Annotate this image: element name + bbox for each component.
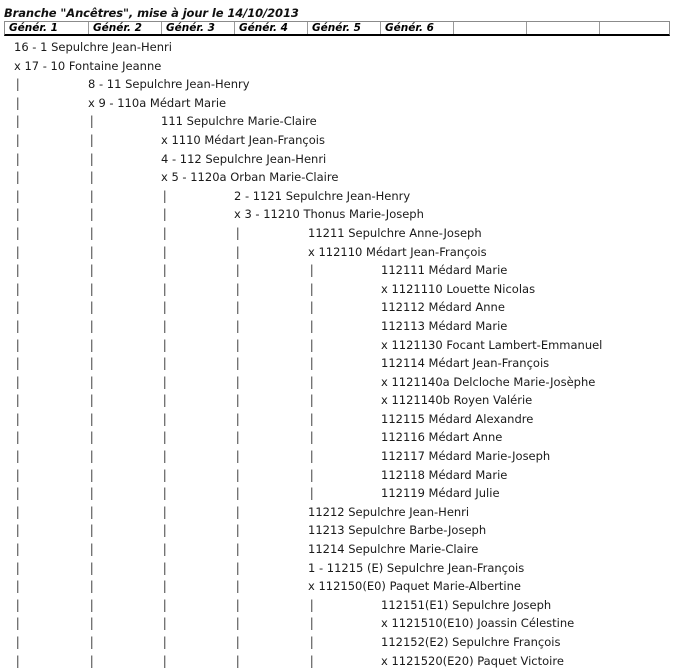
tree-guide-pipe-icon: | (234, 262, 242, 278)
tree-guide-pipe-icon: | (88, 485, 96, 501)
tree-guide-pipe-icon: | (161, 262, 169, 278)
tree-row-label: 111 Sepulchre Marie-Claire (161, 114, 317, 129)
tree-guide-pipe-icon: | (234, 373, 242, 389)
tree-guide-pipe-icon: | (234, 299, 242, 315)
generation-column-header: Génér. 4 (235, 22, 308, 34)
tree-guide-pipe-icon: | (88, 578, 96, 594)
tree-guide-pipe-icon: | (14, 262, 22, 278)
tree-guide-pipe-icon: | (14, 187, 22, 203)
tree-guide-pipe-icon: | (161, 317, 169, 333)
tree-row-label: x 17 - 10 Fontaine Jeanne (14, 58, 162, 73)
genealogy-tree (0, 38, 686, 670)
tree-row (0, 559, 686, 578)
tree-row-label: 112115 Médard Alexandre (381, 411, 534, 426)
tree-guide-pipe-icon: | (161, 466, 169, 482)
tree-guide-pipe-icon: | (308, 317, 316, 333)
tree-guide-pipe-icon: | (234, 596, 242, 612)
generation-column-header-empty (527, 22, 600, 34)
tree-guide-pipe-icon: | (88, 317, 96, 333)
tree-guide-pipe-icon: | (88, 243, 96, 259)
tree-row (0, 447, 686, 466)
tree-row (0, 317, 686, 336)
tree-row (0, 354, 686, 373)
tree-guide-pipe-icon: | (161, 392, 169, 408)
tree-guide-pipe-icon: | (14, 206, 22, 222)
tree-guide-pipe-icon: | (234, 280, 242, 296)
tree-guide-pipe-icon: | (161, 206, 169, 222)
tree-guide-pipe-icon: | (88, 503, 96, 519)
tree-row-label: 112151(E1) Sepulchre Joseph (381, 597, 552, 612)
tree-guide-pipe-icon: | (234, 429, 242, 445)
tree-row (0, 261, 686, 280)
tree-guide-pipe-icon: | (14, 280, 22, 296)
tree-guide-pipe-icon: | (234, 559, 242, 575)
tree-row (0, 652, 686, 670)
tree-guide-pipe-icon: | (234, 355, 242, 371)
tree-guide-pipe-icon: | (14, 541, 22, 557)
tree-guide-pipe-icon: | (14, 373, 22, 389)
tree-row (0, 521, 686, 540)
tree-guide-pipe-icon: | (14, 429, 22, 445)
tree-guide-pipe-icon: | (308, 299, 316, 315)
tree-row (0, 38, 686, 57)
tree-guide-pipe-icon: | (308, 485, 316, 501)
tree-guide-pipe-icon: | (161, 336, 169, 352)
tree-guide-pipe-icon: | (308, 336, 316, 352)
tree-guide-pipe-icon: | (308, 634, 316, 649)
generation-column-header-empty (600, 22, 669, 34)
tree-guide-pipe-icon: | (234, 522, 242, 538)
tree-row (0, 150, 686, 169)
tree-row-label: 112111 Médard Marie (381, 263, 508, 278)
tree-row (0, 391, 686, 410)
tree-guide-pipe-icon: | (88, 522, 96, 538)
tree-guide-pipe-icon: | (14, 652, 22, 668)
tree-row (0, 596, 686, 615)
tree-row-label: 2 - 1121 Sepulchre Jean-Henry (234, 188, 411, 203)
tree-guide-pipe-icon: | (308, 429, 316, 445)
tree-row-label: x 1121130 Focant Lambert-Emmanuel (381, 337, 603, 352)
tree-guide-pipe-icon: | (161, 299, 169, 315)
tree-guide-pipe-icon: | (161, 373, 169, 389)
tree-guide-pipe-icon: | (308, 373, 316, 389)
tree-guide-pipe-icon: | (308, 596, 316, 612)
tree-guide-pipe-icon: | (308, 448, 316, 464)
tree-row (0, 168, 686, 187)
tree-row-label: x 1121510(E10) Joassin Célestine (381, 616, 575, 631)
tree-row-label: x 1121520(E20) Paquet Victoire (381, 653, 564, 668)
tree-guide-pipe-icon: | (161, 522, 169, 538)
tree-guide-pipe-icon: | (88, 559, 96, 575)
tree-guide-pipe-icon: | (161, 280, 169, 296)
generation-column-header: Génér. 2 (89, 22, 162, 34)
tree-guide-pipe-icon: | (88, 299, 96, 315)
tree-row (0, 94, 686, 113)
tree-guide-pipe-icon: | (88, 280, 96, 296)
tree-guide-pipe-icon: | (234, 410, 242, 426)
tree-guide-pipe-icon: | (88, 262, 96, 278)
tree-row (0, 243, 686, 262)
tree-guide-pipe-icon: | (234, 578, 242, 594)
tree-guide-pipe-icon: | (234, 485, 242, 501)
tree-guide-pipe-icon: | (88, 410, 96, 426)
tree-guide-pipe-icon: | (234, 541, 242, 557)
tree-guide-pipe-icon: | (14, 299, 22, 315)
tree-row-label: 112117 Médard Marie-Joseph (381, 449, 551, 464)
generation-column-header: Génér. 1 (5, 22, 89, 34)
tree-guide-pipe-icon: | (308, 280, 316, 296)
tree-guide-pipe-icon: | (88, 150, 96, 166)
tree-guide-pipe-icon: | (234, 317, 242, 333)
tree-guide-pipe-icon: | (161, 652, 169, 668)
tree-guide-pipe-icon: | (88, 373, 96, 389)
tree-guide-pipe-icon: | (14, 578, 22, 594)
tree-guide-pipe-icon: | (234, 448, 242, 464)
tree-guide-pipe-icon: | (88, 355, 96, 371)
tree-row (0, 466, 686, 485)
tree-guide-pipe-icon: | (88, 206, 96, 222)
generation-column-header: Génér. 3 (162, 22, 235, 34)
tree-row (0, 112, 686, 131)
tree-guide-pipe-icon: | (88, 615, 96, 631)
tree-row (0, 577, 686, 596)
tree-guide-pipe-icon: | (14, 355, 22, 371)
tree-row-label: 8 - 11 Sepulchre Jean-Henry (88, 77, 250, 92)
tree-guide-pipe-icon: | (234, 224, 242, 240)
tree-guide-pipe-icon: | (14, 634, 22, 649)
tree-guide-pipe-icon: | (234, 652, 242, 668)
tree-row (0, 75, 686, 94)
tree-guide-pipe-icon: | (88, 131, 96, 147)
tree-row-label: 112112 Médard Anne (381, 300, 505, 315)
tree-row-label: x 1121140a Delcloche Marie-Josèphe (381, 374, 596, 389)
tree-guide-pipe-icon: | (161, 503, 169, 519)
page-title: Branche "Ancêtres", mise à jour le 14/10/2013 (4, 6, 299, 20)
tree-row (0, 484, 686, 503)
tree-row-label: 11212 Sepulchre Jean-Henri (308, 504, 470, 519)
tree-guide-pipe-icon: | (14, 76, 22, 92)
tree-guide-pipe-icon: | (88, 113, 96, 129)
tree-guide-pipe-icon: | (14, 243, 22, 259)
tree-row (0, 224, 686, 243)
tree-guide-pipe-icon: | (161, 224, 169, 240)
tree-row (0, 57, 686, 76)
tree-guide-pipe-icon: | (88, 169, 96, 185)
tree-guide-pipe-icon: | (161, 578, 169, 594)
tree-guide-pipe-icon: | (88, 466, 96, 482)
tree-guide-pipe-icon: | (234, 615, 242, 631)
tree-guide-pipe-icon: | (308, 262, 316, 278)
tree-guide-pipe-icon: | (161, 410, 169, 426)
tree-guide-pipe-icon: | (14, 596, 22, 612)
generation-header-row (4, 21, 670, 36)
tree-row-label: 112152(E2) Sepulchre François (381, 635, 561, 649)
tree-guide-pipe-icon: | (14, 615, 22, 631)
tree-guide-pipe-icon: | (308, 410, 316, 426)
tree-row-label: 112118 Médard Marie (381, 467, 508, 482)
tree-guide-pipe-icon: | (308, 392, 316, 408)
tree-guide-pipe-icon: | (234, 336, 242, 352)
tree-row (0, 540, 686, 559)
tree-guide-pipe-icon: | (234, 503, 242, 519)
tree-row-label: x 3 - 11210 Thonus Marie-Joseph (234, 207, 424, 222)
tree-guide-pipe-icon: | (14, 169, 22, 185)
tree-row (0, 428, 686, 447)
tree-row (0, 614, 686, 633)
tree-guide-pipe-icon: | (161, 429, 169, 445)
tree-guide-pipe-icon: | (88, 541, 96, 557)
tree-guide-pipe-icon: | (308, 466, 316, 482)
tree-row-label: 11211 Sepulchre Anne-Joseph (308, 225, 482, 240)
tree-row-label: 112116 Médart Anne (381, 430, 503, 445)
tree-guide-pipe-icon: | (14, 559, 22, 575)
generation-column-header-empty (454, 22, 527, 34)
tree-guide-pipe-icon: | (88, 392, 96, 408)
tree-guide-pipe-icon: | (308, 615, 316, 631)
tree-row (0, 280, 686, 299)
tree-row-label: 112113 Médard Marie (381, 318, 508, 333)
tree-guide-pipe-icon: | (14, 150, 22, 166)
tree-guide-pipe-icon: | (14, 485, 22, 501)
tree-guide-pipe-icon: | (14, 466, 22, 482)
tree-guide-pipe-icon: | (88, 224, 96, 240)
tree-row (0, 298, 686, 317)
tree-guide-pipe-icon: | (14, 113, 22, 129)
tree-guide-pipe-icon: | (161, 243, 169, 259)
tree-guide-pipe-icon: | (14, 336, 22, 352)
tree-guide-pipe-icon: | (161, 485, 169, 501)
tree-row (0, 503, 686, 522)
tree-guide-pipe-icon: | (308, 652, 316, 668)
tree-guide-pipe-icon: | (88, 652, 96, 668)
tree-guide-pipe-icon: | (161, 187, 169, 203)
tree-guide-pipe-icon: | (161, 559, 169, 575)
tree-guide-pipe-icon: | (14, 503, 22, 519)
tree-guide-pipe-icon: | (14, 317, 22, 333)
tree-row-label: x 1121140b Royen Valérie (381, 393, 533, 408)
tree-row (0, 205, 686, 224)
tree-row-label: x 1110 Médart Jean-François (161, 132, 325, 147)
tree-row-label: x 5 - 1120a Orban Marie-Claire (161, 170, 339, 185)
tree-row-label: x 9 - 110a Médart Marie (88, 95, 227, 110)
tree-guide-pipe-icon: | (234, 243, 242, 259)
tree-guide-pipe-icon: | (88, 596, 96, 612)
tree-row-label: 112119 Médard Julie (381, 486, 500, 501)
tree-guide-pipe-icon: | (14, 94, 22, 110)
tree-guide-pipe-icon: | (161, 541, 169, 557)
tree-guide-pipe-icon: | (161, 355, 169, 371)
tree-row-label: 112114 Médart Jean-François (381, 356, 550, 371)
tree-guide-pipe-icon: | (88, 634, 96, 649)
tree-row (0, 633, 686, 652)
tree-guide-pipe-icon: | (308, 355, 316, 371)
tree-row-label: x 112150(E0) Paquet Marie-Albertine (308, 579, 521, 594)
tree-guide-pipe-icon: | (14, 131, 22, 147)
tree-row-label: 11214 Sepulchre Marie-Claire (308, 542, 479, 557)
tree-row (0, 373, 686, 392)
tree-row-label: 1 - 11215 (E) Sepulchre Jean-François (308, 560, 525, 575)
tree-row-label: x 112110 Médart Jean-François (308, 244, 487, 259)
tree-guide-pipe-icon: | (161, 448, 169, 464)
tree-guide-pipe-icon: | (14, 410, 22, 426)
generation-column-header: Génér. 5 (308, 22, 381, 34)
tree-row (0, 131, 686, 150)
tree-guide-pipe-icon: | (88, 448, 96, 464)
tree-guide-pipe-icon: | (14, 522, 22, 538)
generation-column-header: Génér. 6 (381, 22, 454, 34)
tree-row-label: 16 - 1 Sepulchre Jean-Henri (14, 40, 172, 54)
tree-guide-pipe-icon: | (234, 392, 242, 408)
tree-guide-pipe-icon: | (88, 429, 96, 445)
tree-guide-pipe-icon: | (14, 224, 22, 240)
tree-guide-pipe-icon: | (88, 336, 96, 352)
tree-guide-pipe-icon: | (234, 634, 242, 649)
tree-row-label: 4 - 112 Sepulchre Jean-Henri (161, 151, 327, 166)
tree-guide-pipe-icon: | (14, 448, 22, 464)
tree-row (0, 187, 686, 206)
tree-guide-pipe-icon: | (14, 392, 22, 408)
tree-row (0, 336, 686, 355)
tree-guide-pipe-icon: | (234, 466, 242, 482)
tree-guide-pipe-icon: | (161, 634, 169, 649)
tree-row (0, 410, 686, 429)
tree-row-label: x 1121110 Louette Nicolas (381, 281, 536, 296)
tree-guide-pipe-icon: | (88, 187, 96, 203)
tree-guide-pipe-icon: | (161, 596, 169, 612)
tree-guide-pipe-icon: | (161, 615, 169, 631)
tree-row-label: 11213 Sepulchre Barbe-Joseph (308, 523, 487, 538)
